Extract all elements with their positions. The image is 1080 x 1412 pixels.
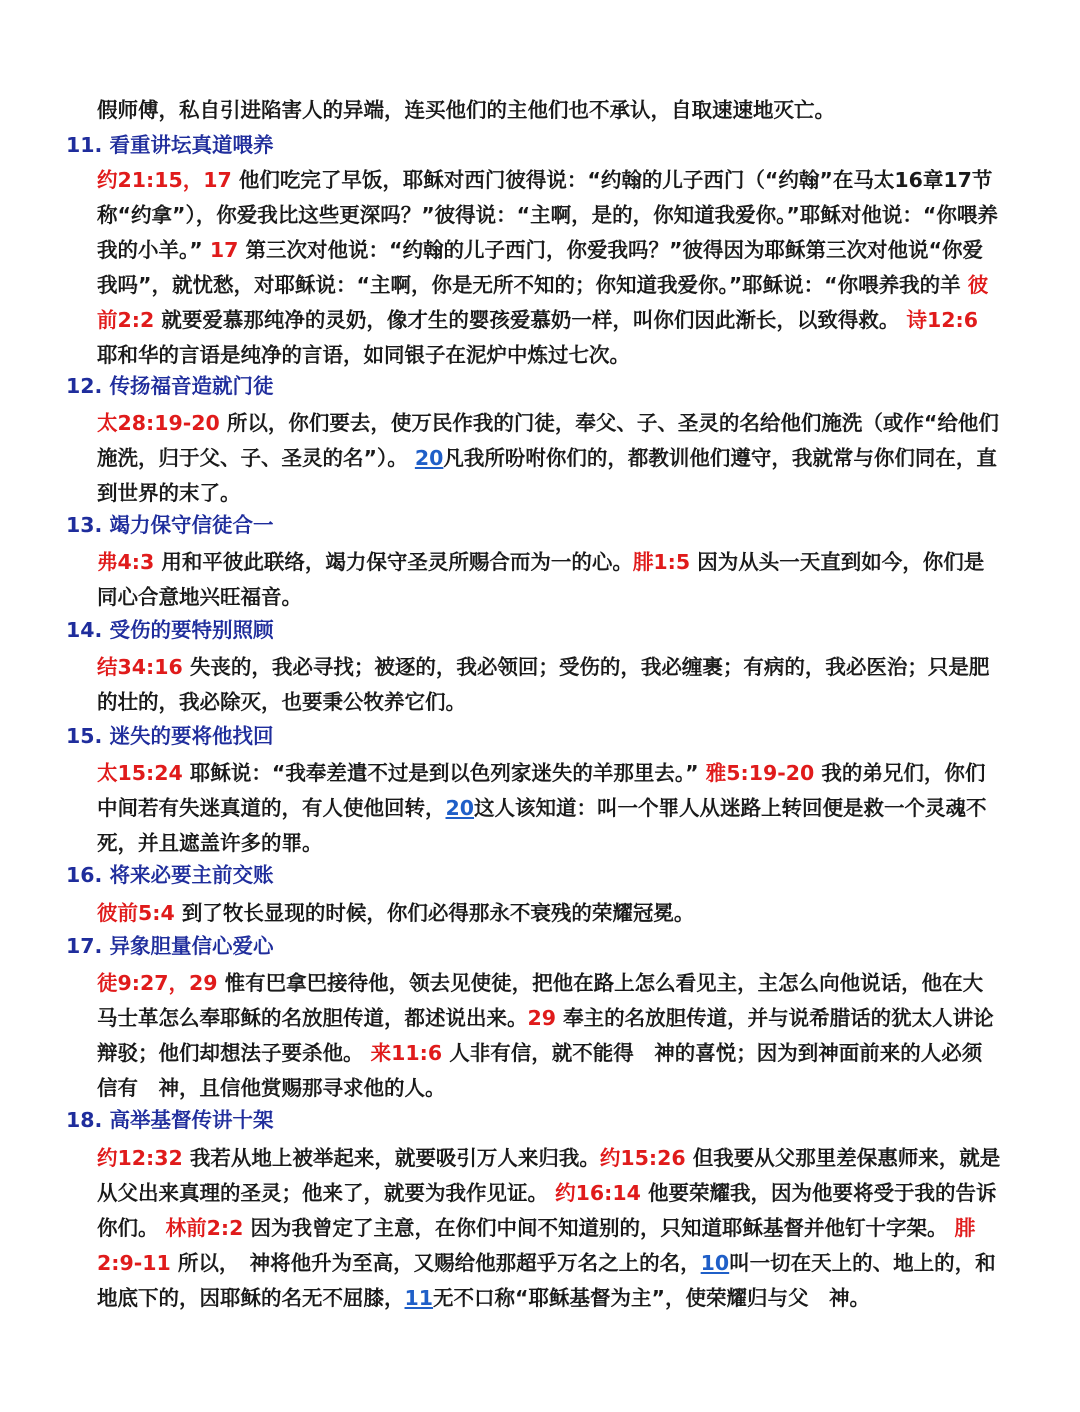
verse-text: 这人该知道：叫一个罪人从迷路上转回便是救一个灵魂不死，并且遮盖许多的罪。 xyxy=(97,796,987,855)
verse-number-link[interactable]: 11 xyxy=(404,1286,434,1310)
verse-reference: 彼前5:4 xyxy=(97,901,175,925)
verse-reference: 腓1:5 xyxy=(632,550,691,574)
heading-17: 17. 异象胆量信心爱心 xyxy=(66,934,274,958)
verse-text: 但我要从父那里差保惠师来，就是从父出来真理的圣灵；他来了，就要为我作见证。 xyxy=(97,1146,1001,1205)
verse-reference: 来11:6 xyxy=(370,1041,443,1065)
heading-16: 16. 将来必要主前交账 xyxy=(66,863,274,887)
paragraph-11 xyxy=(97,163,1002,373)
verse-text: 所以， 神将他升为至高，又赐给他那超乎万名之上的名， xyxy=(170,1251,701,1275)
verse-text: 用和平彼此联络，竭力保守圣灵所赐合而为一的心。 xyxy=(154,550,633,574)
verse-reference: 弗4:3 xyxy=(97,550,155,574)
verse-text: 无不口称“耶稣基督为主”，使荣耀归与父 神。 xyxy=(433,1286,870,1310)
verse-reference: 结34:16 xyxy=(97,655,183,679)
paragraph-14 xyxy=(97,650,1002,720)
verse-text: 失丧的，我必寻找；被逐的，我必领回；受伤的，我必缠裹；有病的，我必医治；只是肥的壮的，我必除灭，也要秉公牧养它们。 xyxy=(97,655,990,714)
verse-number-link[interactable]: 10 xyxy=(700,1251,730,1275)
verse-reference: 林前2:2 xyxy=(165,1216,244,1240)
verse-number-link[interactable]: 20 xyxy=(445,796,475,820)
verse-reference: 约12:32 xyxy=(97,1146,183,1170)
verse-reference: 约16:14 xyxy=(555,1181,641,1205)
verse-text: 我的弟兄们，你们中间若有失迷真道的，有人使他回转， xyxy=(97,761,986,820)
verse-text: 到了牧长显现的时候，你们必得那永不衰残的荣耀冠冕。 xyxy=(174,901,695,925)
verse-text: 奉主的名放胆传道，并与说希腊话的犹太人讲论辩驳；他们却想法子要杀他。 xyxy=(97,1006,994,1065)
verse-text: 他们吃完了早饭，耶稣对西门彼得说：“约翰的儿子西门（“约翰”在马太16章17节称“约拿”），你爱我比这些更深吗？”彼得说：“主啊，是的，你知道我爱你。”耶稣对他说：“你喂养我的小羊。” xyxy=(97,168,998,262)
verse-text: 就要爱慕那纯净的灵奶，像才生的婴孩爱慕奶一样，叫你们因此渐长，以致得救。 xyxy=(154,308,907,332)
verse-reference: 徒9:27，29 xyxy=(97,971,218,995)
verse-reference: 雅5:19-20 xyxy=(705,761,815,785)
verse-text: 假师傅，私自引进陷害人的异端，连买他们的主他们也不承认，自取速速地灭亡。 xyxy=(97,98,835,122)
verse-reference: 约21:15，17 xyxy=(97,168,232,192)
verse-text: 耶稣说：“我奉差遣不过是到以色列家迷失的羊那里去。” xyxy=(182,761,706,785)
paragraph-13 xyxy=(97,545,1002,615)
verse-text: 我若从地上被举起来，就要吸引万人来归我。 xyxy=(182,1146,600,1170)
verse-text: 惟有巴拿巴接待他，领去见使徒，把他在路上怎么看见主，主怎么向他说话，他在大马士革怎么奉耶稣的名放胆传道，都述说出来。 xyxy=(97,971,984,1030)
verse-text: 所以，你们要去，使万民作我的门徒，奉父、子、圣灵的名给他们施洗（或作“给他们施洗，归于父、子、圣灵的名”）。 xyxy=(97,411,999,470)
heading-18: 18. 高举基督传讲十架 xyxy=(66,1108,274,1132)
paragraph-16 xyxy=(97,896,1002,931)
verse-reference: 太28:19-20 xyxy=(97,411,220,435)
heading-11: 11. 看重讲坛真道喂养 xyxy=(66,133,274,157)
verse-text: 凡我所吩咐你们的，都教训他们遵守，我就常与你们同在，直到世界的末了。 xyxy=(97,446,997,505)
paragraph-17 xyxy=(97,966,1002,1106)
verse-text: 耶和华的言语是纯净的言语，如同银子在泥炉中炼过七次。 xyxy=(97,343,630,367)
paragraph-15 xyxy=(97,756,1002,861)
verse-text: 人非有信，就不能得 神的喜悦；因为到神面前来的人必须信有 神，且信他赏赐那寻求他的人。 xyxy=(97,1041,983,1100)
verse-reference: 29 xyxy=(527,1006,557,1030)
verse-text: 他要荣耀我，因为他要将受于我的告诉你们。 xyxy=(97,1181,997,1240)
verse-reference: 太15:24 xyxy=(97,761,183,785)
heading-13: 13. 竭力保守信徒合一 xyxy=(66,513,274,537)
verse-reference: 腓2:9-11 xyxy=(97,1216,976,1275)
heading-14: 14. 受伤的要特别照顾 xyxy=(66,618,274,642)
verse-reference: 彼前2:2 xyxy=(97,273,989,332)
paragraph-12 xyxy=(97,406,1002,511)
heading-12: 12. 传扬福音造就门徒 xyxy=(66,374,274,398)
heading-15: 15. 迷失的要将他找回 xyxy=(66,724,274,748)
verse-reference: 约15:26 xyxy=(599,1146,686,1170)
paragraph-18 xyxy=(97,1141,1002,1316)
verse-text: 叫一切在天上的、地上的，和地底下的，因耶稣的名无不屈膝， xyxy=(97,1251,996,1310)
paragraph-intro xyxy=(97,93,1002,128)
verse-reference: 17 xyxy=(209,238,239,262)
verse-reference: 诗12:6 xyxy=(906,308,979,332)
verse-text: 因为从头一天直到如今，你们是同心合意地兴旺福音。 xyxy=(97,550,985,609)
verse-number-link[interactable]: 20 xyxy=(414,446,444,470)
verse-text: 因为我曾定了主意，在你们中间不知道别的，只知道耶稣基督并他钉十字架。 xyxy=(243,1216,955,1240)
verse-text: 第三次对他说：“约翰的儿子西门，你爱我吗？”彼得因为耶稣第三次对他说“你爱我吗”，就忧愁，对耶稣说：“主啊，你是无所不知的；你知道我爱你。”耶稣说：“你喂养我的羊 xyxy=(97,238,983,297)
